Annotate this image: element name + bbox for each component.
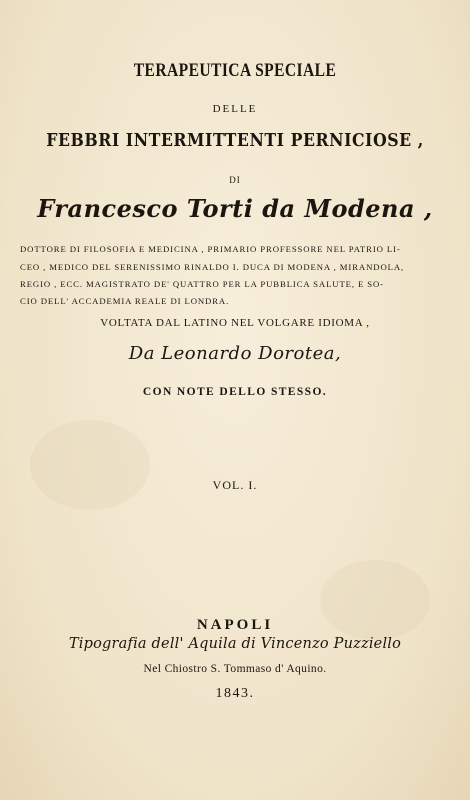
author-name: Francesco Torti da Modena , — [37, 194, 433, 223]
author-description-line: REGIO , ECC. MAGISTRATO DE' QUATTRO PER LA PUBBLICA SALUTE, E SO- — [20, 279, 384, 289]
translator-name: Da Leonardo Dorotea, — [128, 343, 342, 364]
book-title-line-2: FEBBRI INTERMITTENTI PERNICIOSE , — [46, 131, 424, 151]
publication-year: 1843. — [215, 686, 255, 701]
printer-address: Nel Chiostro S. Tommaso d' Aquino. — [143, 663, 327, 675]
paper-stain — [30, 420, 150, 510]
author-description-line: CEO , MEDICO DEL SERENISSIMO RINALDO I. DUCA DI MODENA , MIRANDOLA, — [20, 262, 405, 272]
translation-note: VOLTATA DAL LATINO NEL VOLGARE IDIOMA , — [100, 317, 370, 329]
publication-city: NAPOLI — [196, 617, 274, 633]
book-title-line-1: TERAPEUTICA SPECIALE — [133, 60, 337, 81]
volume-number: VOL. I. — [212, 478, 258, 492]
title-connector-delle: DELLE — [212, 103, 258, 115]
printer-name: Tipografia dell' Aquila di Vincenzo Puzziello — [68, 636, 402, 652]
notes-statement: CON NOTE DELLO STESSO. — [142, 386, 328, 398]
author-connector-di: DI — [229, 175, 241, 185]
author-description-line: DOTTORE DI FILOSOFIA E MEDICINA , PRIMARIO PROFESSORE NEL PATRIO LI- — [20, 244, 401, 254]
author-description-line: CIO DELL' ACCADEMIA REALE DI LONDRA. — [20, 296, 230, 306]
